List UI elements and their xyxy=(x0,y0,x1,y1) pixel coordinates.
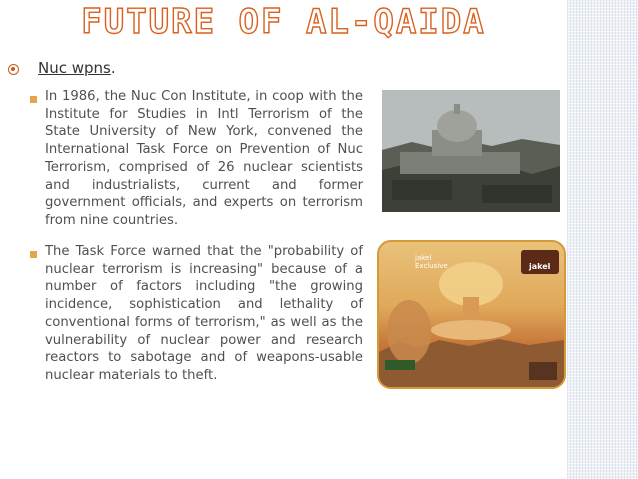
sub-bullet-2: The Task Force warned that the "probability of nuclear terrorism is increasing" because of a number of factors including "the growing incidence, sophistication and lethality of conventional forms of terrorism," as well as the vulnerability of nuclear power and research reactors to sabotage and of weapons-usable nuclear materials to theft. xyxy=(45,244,363,383)
level1-text xyxy=(38,59,116,77)
square-bullet-icon xyxy=(30,251,37,258)
target-bullet-icon xyxy=(8,64,19,75)
image-logo-text: jakel xyxy=(529,262,551,271)
ruined-capitol-image xyxy=(382,90,560,212)
decorative-side-stripe xyxy=(567,0,638,479)
propaganda-poster-image xyxy=(377,240,566,389)
square-bullet-icon xyxy=(30,96,37,103)
slide-title: FUTURE OF AL-QAIDA xyxy=(81,2,486,42)
level1-label: Nuc wpns xyxy=(38,59,111,77)
level1-trailing: . xyxy=(110,59,116,77)
level1-bullet xyxy=(8,64,19,75)
image-caption-top: jakel Exclusive xyxy=(415,254,448,270)
sub-bullet-1: In 1986, the Nuc Con Institute, in coop with the Institute for Studies in Intl Terrorism of the State University of New York, convened the International Task Force on Prevention of Nuc Terrorism, comprised of 26 nuclear scientists and industrialists, current and former government officials, and experts on terrorism from nine countries. xyxy=(45,89,363,228)
